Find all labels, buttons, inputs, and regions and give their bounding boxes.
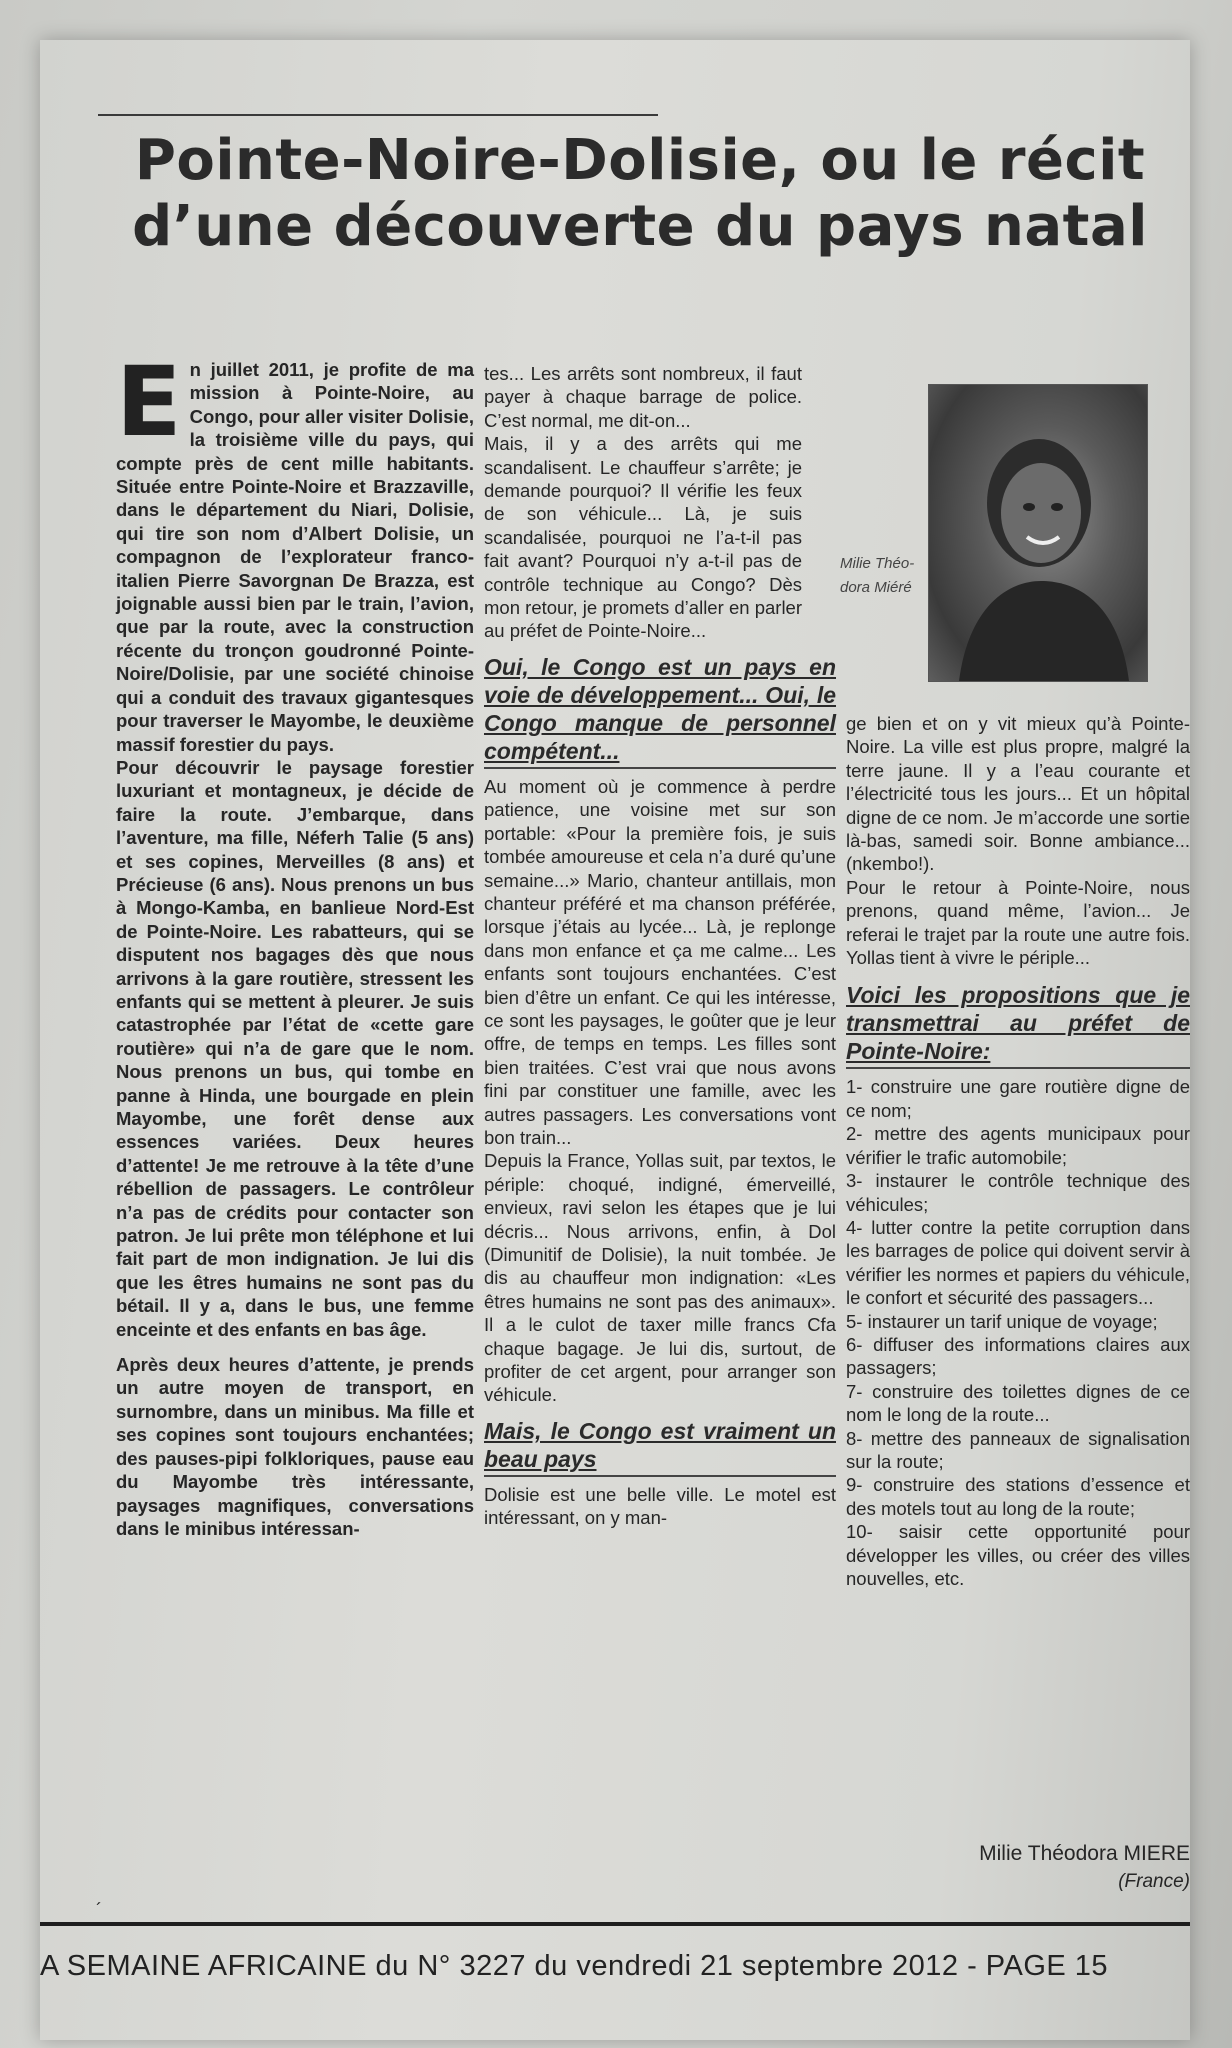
subheading: Voici les propositions que je transmettrai au préfet de Pointe-Noire: [846,981,1190,1069]
list-item: 7- construire des toilettes dignes de ce nom le long de la route... [846,1380,1190,1426]
list-item: 9- construire des stations d’essence et des motels tout au long de la route; [846,1474,1190,1519]
list-item: 6- diffuser des informations claires aux passagers; [846,1333,1190,1379]
author-name: Milie Théodora MIERE [979,1842,1190,1865]
column-1 [116,346,474,1540]
column-3 [846,712,1190,1590]
author-signature [900,1840,1190,1896]
pen-mark: ´ [96,1900,102,1920]
bottom-rule [40,1922,1190,1926]
paragraph [116,346,474,756]
paragraph: Pour le retour à Pointe-Noire, nous prenons, quand même, l’avion... Je referai le trajet par la route une autre fois. Yollas tient à vivre le périple... [846,876,1190,969]
list-item: 4- lutter contre la petite corruption dans les barrages de police qui doivent servir à vérifier les normes et papiers du véhicule, le confort et sécurité des passagers... [846,1216,1190,1309]
paragraph: Dolisie est une belle ville. Le motel est intéressant, on y man- [484,1483,836,1529]
paragraph: ge bien et on y vit mieux qu’à Pointe-Noire. La ville est plus propre, malgré la terre jaune. Il y a l’eau courante et l’électricité tous les jours... Et un hôpital digne de ce nom. Je m’accorde une sortie là-bas, samedi soir. Bonne ambiance... (nkembo!). [846,713,1190,875]
paragraph: Mais, il y a des arrêts qui me scandalisent. Le chauffeur s’arrête; je demande pourquoi? Il vérifie les feux de son véhicule... Là, je suis scandalisée, pourquoi ne l’a-t-il pas fait avant? Pourquoi n’y a-t-il pas de contrôle technique au Congo? Dès mon retour, je promets d’aller en parler au préfet de Pointe-Noire... [484,433,802,642]
subheading: Oui, le Congo est un pays en voie de développement... Oui, le Congo manque de personnel compétent... [484,653,836,769]
list-item: 5- instaurer un tarif unique de voyage; [846,1310,1158,1332]
list-item: 8- mettre des panneaux de signalisation sur la route; [846,1427,1190,1472]
paragraph-text: n juillet 2011, je profite de ma mission à Pointe-Noire, au Congo, pour aller visiter Dolisie, la troisième ville du pays, qui compte près de cent mille habitants. Située entre Pointe-Noire et Brazzaville, dans le département du Niari, Dolisie, qui tire son nom d’Albert Dolisie, un compagnon de l’explorateur franco-italien Pierre Savorgnan De Brazza, est joignable aussi bien par le train, l’avion, que par la route, avec la construction récente du tronçon goudronné Pointe-Noire/Dolisie, par une société chinoise qui a conduit des travaux gigantesques pour traverser le Mayombe, le deuxième massif forestier du pays. [116,359,474,755]
portrait-illustration [929,385,1147,681]
list-item: 3- instaurer le contrôle technique des véhicules; [846,1170,1190,1215]
drop-cap: E [116,346,182,458]
paragraph: tes... Les arrêts sont nombreux, il faut payer à chaque barrage de police. C’est normal, me dit-on... [484,363,802,431]
page-footer: A SEMAINE AFRICAINE du N° 3227 du vendredi 21 septembre 2012 - PAGE 15 [40,1950,1109,1982]
proposal-list [846,1075,1190,1590]
list-item: 10- saisir cette opportunité pour développer les villes, ou créer des villes nouvelles, etc. [846,1521,1190,1589]
top-rule [98,114,658,116]
author-country: (France) [1118,1871,1190,1892]
subheading: Mais, le Congo est vraiment un beau pays [484,1417,836,1477]
column-2 [484,362,836,1530]
paragraph: Depuis la France, Yollas suit, par textos, le périple: choqué, indigné, émerveillé, envieux, ravi selon les étapes que je lui décris... Nous arrivons, enfin, à Dol (Dimunitif de Dolisie), la nuit tombée. Je dis au chauffeur mon indignation: «Les êtres humains ne sont pas des animaux». Il a le culot de taxer mille francs Cfa chaque bagage. Je lui dis, surtout, de profiter de cet argent, pour arranger son véhicule. [484,1150,836,1406]
paragraph: Au moment où je commence à perdre patience, une voisine met sur son portable: «Pour la première fois, je suis tombée amoureuse et cela n’a duré qu’une semaine...» Mario, chanteur antillais, mon chanteur préféré et ma chanson préférée, lorsque j’étais au lycée... Là, je replonge dans mon enfance et ça me calme... Les enfants sont toujours enchantées. C’est bien d’être un enfant. Ce qui les intéresse, ce sont les paysages, le goûter que je leur offre, de temps en temps. Les filles sont bien traitées. C’est vrai que nous avons fini par constituer une famille, avec les autres passagers. Les conversations vont bon train... [484,775,836,1148]
list-item: 1- construire une gare routière digne de ce nom; [846,1076,1190,1121]
newspaper-page [40,40,1190,2040]
author-photo [928,384,1148,682]
paragraph: Pour découvrir le paysage forestier luxuriant et montagneux, je décide de faire la route. J’embarque, dans l’aventure, ma fille, Néferh Talie (5 ans) et ses copines, Merveilles (8 ans) et Précieuse (6 ans). Nous prenons un bus à Mongo-Kamba, en banlieue Nord-Est de Pointe-Noire. Les rabatteurs, qui se disputent nos bagages dès que nous arrivons à la gare routière, stressent les enfants qui se mettent à pleurer. Je suis catastrophée par l’état de «cette gare routière» qui n’a de gare que le nom. Nous prenons un bus, qui tombe en panne à Hinda, une bourgade en plein Mayombe, une forêt dense aux essences variées. Deux heures d’attente! Je me retrouve à la tête d’une rébellion de passagers. Le contrôleur n’a pas de crédits pour contacter son patron. Je lui prête mon téléphone et lui fait part de mon indignation. Je lui dis que les êtres humains ne sont pas du bétail. Il y a, dans le bus, une femme enceinte et des enfants en bas âge. [116,756,474,1340]
photo-caption: Milie Théo-dora Miéré [840,555,915,596]
headline: Pointe-Noire-Dolisie, ou le récit d’une découverte du pays natal [132,128,1148,259]
paragraph: Après deux heures d’attente, je prends un autre moyen de transport, en surnombre, dans un minibus. Ma fille et ses copines sont toujours enchantées; des pauses-pipi folkloriques, pause eau du Mayombe très intéressante, paysages magnifiques, conversations dans le minibus intéressan- [116,1354,474,1539]
list-item: 2- mettre des agents municipaux pour vérifier le trafic automobile; [846,1123,1190,1168]
